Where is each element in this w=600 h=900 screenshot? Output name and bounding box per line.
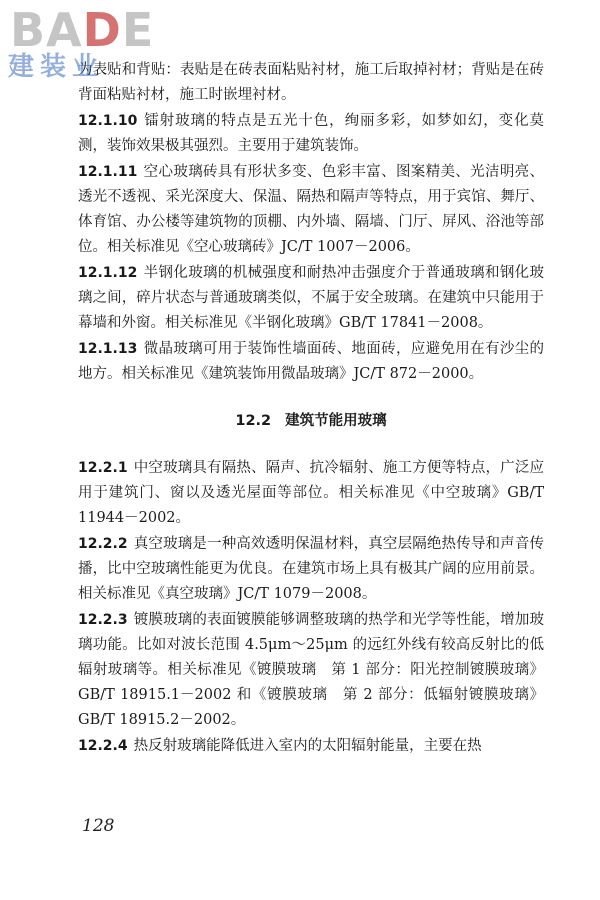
clause-text: 微晶玻璃可用于装饰性墙面砖、地面砖，应避免用在有沙尘的地方。相关标准见《建筑装饰用微晶玻璃》JC/T 872－2000。 — [78, 341, 544, 382]
watermark-subtitle: 建装业 — [8, 52, 105, 82]
section-number: 12.2 — [235, 413, 272, 429]
clause-text: 中空玻璃具有隔热、隔声、抗冷辐射、施工方便等特点，广泛应用于建筑门、窗以及透光屋面等部位。相关标准见《中空玻璃》GB/T 11944－2002。 — [78, 460, 544, 526]
clause-paragraph — [78, 608, 544, 733]
clause-paragraph — [78, 337, 544, 387]
clause-paragraph — [78, 734, 544, 759]
clause-text: 热反射玻璃能降低进入室内的太阳辐射能量，主要在热 — [133, 738, 482, 754]
watermark-brand-prefix: BA — [10, 3, 83, 57]
watermark-brand-suffix: E — [121, 3, 155, 57]
clause-paragraph — [78, 456, 544, 531]
clause-text: 镀膜玻璃的表面镀膜能够调整玻璃的热学和光学等性能，增加玻璃功能。比如对波长范围 4.5μm～25μm 的远红外线有较高反射比的低辐射玻璃等。相关标准见《镀膜玻璃 第 1 部分：阳光控制镀膜玻璃》GB/T 18915.1－2002 和《镀膜玻璃 第 2 部分：低辐射镀膜玻璃》GB/T 18915.2－2002。 — [78, 612, 544, 728]
watermark-brand — [10, 4, 154, 56]
section-heading — [78, 409, 544, 434]
section-title: 建筑节能用玻璃 — [285, 413, 387, 429]
page-body — [78, 58, 544, 760]
clause-number: 12.2.2 — [78, 536, 128, 552]
page-number: 128 — [82, 816, 115, 836]
clause-number: 12.1.13 — [78, 341, 138, 357]
clause-text: 镭射玻璃的特点是五光十色，绚丽多彩，如梦如幻，变化莫测，装饰效果极其强烈。主要用于建筑装饰。 — [78, 113, 544, 154]
clause-number: 12.1.12 — [78, 265, 138, 281]
clause-number: 12.1.10 — [78, 113, 138, 129]
clause-number: 12.1.11 — [78, 164, 138, 180]
clause-text: 空心玻璃砖具有形状多变、色彩丰富、图案精美、光洁明亮、透光不透视、采光深度大、保温、隔热和隔声等特点，用于宾馆、舞厅、体育馆、办公楼等建筑物的顶棚、内外墙、隔墙、门厅、屏风、浴池等部位。相关标准见《空心玻璃砖》JC/T 1007－2006。 — [78, 164, 544, 255]
clause-number: 12.2.1 — [78, 460, 128, 476]
clause-paragraph — [78, 109, 544, 159]
clause-text: 真空玻璃是一种高效透明保温材料，真空层隔绝热传导和声音传播，比中空玻璃性能更为优良。在建筑市场上具有极其广阔的应用前景。相关标准见《真空玻璃》JC/T 1079－2008。 — [78, 536, 544, 602]
clause-paragraph — [78, 261, 544, 336]
watermark-brand-accent: D — [82, 3, 122, 57]
publisher-watermark — [6, 4, 176, 82]
clause-text: 半钢化玻璃的机械强度和耐热冲击强度介于普通玻璃和钢化玻璃之间，碎片状态与普通玻璃类似，不属于安全玻璃。在建筑中只能用于幕墙和外窗。相关标准见《半钢化玻璃》GB/T 17841－2008。 — [78, 265, 544, 331]
clause-number: 12.2.4 — [78, 738, 128, 754]
clause-paragraph — [78, 160, 544, 260]
clause-number: 12.2.3 — [78, 612, 128, 628]
clause-text: 为表贴和背贴：表贴是在砖表面粘贴衬材，施工后取掉衬材；背贴是在砖背面粘贴衬材，施工时嵌埋衬材。 — [78, 62, 544, 103]
clause-paragraph — [78, 532, 544, 607]
